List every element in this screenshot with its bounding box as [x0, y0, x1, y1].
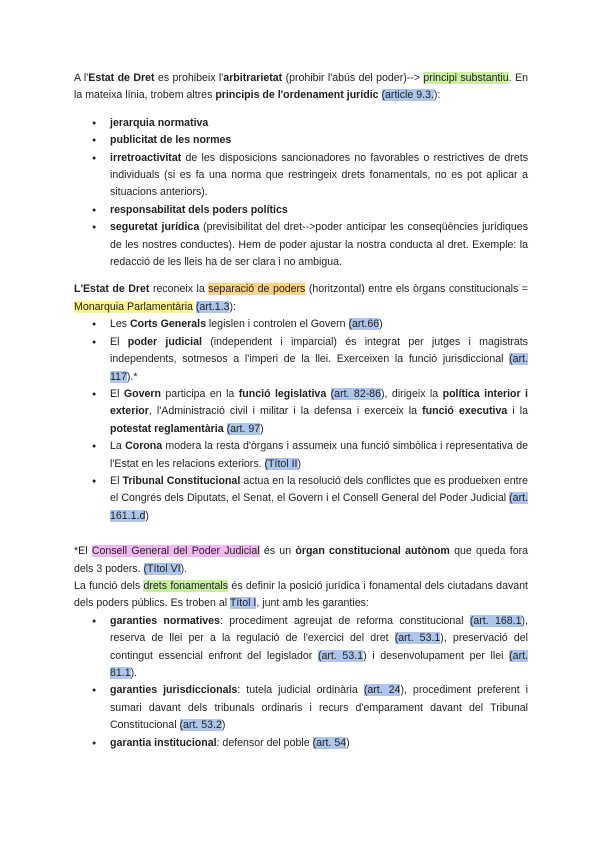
bold-text: Estat de Dret	[88, 72, 155, 84]
bold-text: Corts Generals	[130, 318, 206, 331]
highlight-orange: separació de poders	[208, 283, 306, 296]
text: de les disposicions sancionadores no favorables o restrictives de drets individuals (si es fa una norma que restringeix drets fonamentals, no es pot aplicar a situacions anteriors).	[110, 151, 528, 199]
bold-text: funció executiva	[422, 405, 508, 418]
powers-list	[88, 316, 528, 525]
article-reference: (Títol II	[264, 457, 298, 470]
list-item	[88, 386, 528, 438]
text: )	[145, 509, 149, 522]
principles-list	[88, 115, 528, 272]
text: legislen i controlen el Govern	[205, 318, 349, 331]
guarantees-list	[88, 613, 528, 752]
list-item	[88, 202, 528, 219]
bold-text: garanties normatives	[110, 614, 220, 627]
paragraph-estat-de-dret-intro	[74, 70, 528, 105]
bold-text: arbitrarietat	[223, 72, 283, 84]
text: (independent i imparcial) és integrat per jutges i magistrats independents, sotmesos a l'imperi de la llei. Exerceixen la funció jurisdiccional	[110, 335, 528, 366]
text: és definir la posició jurídica i fonamental dels ciutadans davant dels poders públics. Es troben al	[74, 579, 528, 610]
bold-text: potestat reglamentària	[110, 422, 224, 435]
list-item	[88, 316, 528, 333]
article-reference: (art. 53.1	[317, 649, 364, 662]
bold-text: irretroactivitat	[110, 151, 182, 164]
highlight-pink: Consell General del Poder Judicial	[91, 545, 260, 558]
highlight-green: drets fonamentals	[143, 579, 229, 592]
text: El	[110, 335, 128, 348]
text: El	[110, 474, 123, 487]
text: ), procediment preferent i sumari davant dels tribunals ordinaris i recurs d'emparament davant del Tribunal Constitucional	[110, 684, 529, 732]
text: El	[110, 387, 124, 400]
text: )	[379, 318, 383, 331]
text: que queda fora dels 3 poders.	[74, 545, 529, 575]
document-body	[74, 70, 528, 752]
bold-text: Govern	[123, 387, 161, 400]
text: La	[110, 440, 126, 453]
article-reference: Títol I	[229, 597, 257, 610]
bold-text: Tribunal Constitucional	[122, 474, 241, 487]
list-item	[88, 219, 528, 271]
bold-text: principis de l'ordenament jurídic	[215, 89, 379, 102]
article-reference: (art. 53.1	[394, 632, 441, 645]
article-reference: (art. 97	[226, 422, 261, 435]
list-item	[88, 473, 528, 525]
article-reference: (art. 24	[363, 684, 401, 697]
paragraph-separacio-poders	[74, 281, 528, 316]
bold-text: funció legislativa	[238, 387, 327, 400]
text: ).	[180, 562, 188, 575]
list-item	[88, 334, 528, 386]
text: (previsibilitat del dret-->poder anticipar les conseqüències jurídiques de les nostres conductes). Hem de poder ajustar la nostra conducta al dret. Exemple: la redacció de les lleis ha de ser clara i no ambigua.	[110, 221, 529, 269]
list-item	[88, 115, 528, 132]
text: es prohibeix l'	[154, 72, 224, 84]
list-item	[88, 438, 528, 473]
list-item	[88, 150, 528, 202]
text: La funció dels	[74, 579, 144, 592]
text: )	[260, 422, 264, 435]
bold-text: responsabilitat dels poders polítics	[110, 203, 288, 216]
spacer	[74, 525, 528, 543]
article-reference: (art. 54	[312, 736, 347, 749]
text: ), reserva de llei per a la regulació de l'exercici del dret	[110, 614, 529, 645]
text: : tutela judicial ordinària	[237, 684, 364, 697]
text: és un	[259, 545, 296, 558]
bold-text: garantia institucional	[110, 736, 217, 749]
bold-text: jerarquia normativa	[110, 116, 209, 129]
text: : defensor del poble	[216, 736, 313, 749]
paragraph-cgpj-note	[74, 543, 528, 578]
list-item	[88, 613, 528, 683]
highlight-yellow: Monarquia Parlamentària	[74, 300, 193, 313]
text: )	[297, 457, 302, 470]
bold-text: Corona	[125, 440, 163, 453]
text: ).*	[126, 370, 138, 383]
bold-text: L'Estat de Dret	[74, 283, 150, 296]
list-item	[88, 735, 528, 752]
text: ):	[433, 89, 441, 102]
text: )	[346, 736, 350, 749]
text: , l'Administració civil i militar i la defensa i exerceix la	[148, 405, 423, 418]
text: ) i desenvolupament per llei	[363, 649, 510, 662]
article-reference: (art.66	[348, 318, 380, 331]
bold-text: poder judicial	[127, 335, 202, 348]
text: , junt amb les garanties:	[256, 597, 369, 610]
text: ).	[130, 667, 138, 679]
highlight-green: principi substantiu	[423, 72, 509, 84]
text: (horitzontal) entre els òrgans constitucionals =	[305, 283, 528, 296]
text: actua en la resolució dels conflictes que es produeixen entre el Congrés dels Diputats, el Senat, el Govern i el Consell General del Poder Judicial	[110, 474, 529, 505]
text	[326, 388, 330, 400]
bold-text: seguretat jurídica	[110, 221, 200, 234]
text: participa en la	[160, 387, 239, 400]
paragraph-drets-fonamentals	[74, 578, 528, 613]
text: )	[221, 719, 226, 732]
article-reference: (art. 81.1	[110, 649, 528, 679]
list-item	[88, 682, 528, 734]
list-item	[88, 132, 528, 149]
text: *El	[74, 545, 92, 558]
article-reference: (art. 168.1	[469, 614, 522, 627]
text: Les	[110, 318, 131, 331]
bold-text: publicitat de les normes	[110, 134, 232, 147]
article-reference: (art. 82-86	[330, 387, 382, 400]
text: reconeix la	[149, 283, 209, 296]
article-reference: (art. 117	[110, 353, 528, 383]
article-reference: (Títol VI	[143, 562, 181, 575]
text: ):	[229, 300, 236, 313]
text: ), dirigeix la	[381, 387, 443, 400]
text: A l'	[74, 72, 89, 84]
text: i la	[507, 405, 528, 418]
bold-text: política interior i exterior	[110, 387, 528, 418]
article-reference: (article 9.3.	[381, 89, 434, 102]
bold-text: garanties jurisdiccionals	[110, 684, 238, 697]
text: . En la mateixa línia, trobem altres	[74, 72, 528, 102]
bold-text: òrgan constitucional autònom	[295, 545, 450, 558]
text: ), preservació del contingut essencial enfront del legislador	[110, 632, 528, 662]
text: modera la resta d'òrgans i assumeix una funció simbòlica i representativa de l'Estat en les relacions exteriors.	[110, 440, 529, 470]
article-reference: (art. 53.2	[179, 719, 222, 732]
text: : procediment agreujat de reforma constitucional	[219, 614, 470, 627]
text: (prohibir l'abús del poder)-->	[282, 72, 424, 84]
article-reference: (art. 161.1.d	[110, 492, 528, 522]
article-reference: (art.1.3	[195, 300, 230, 313]
